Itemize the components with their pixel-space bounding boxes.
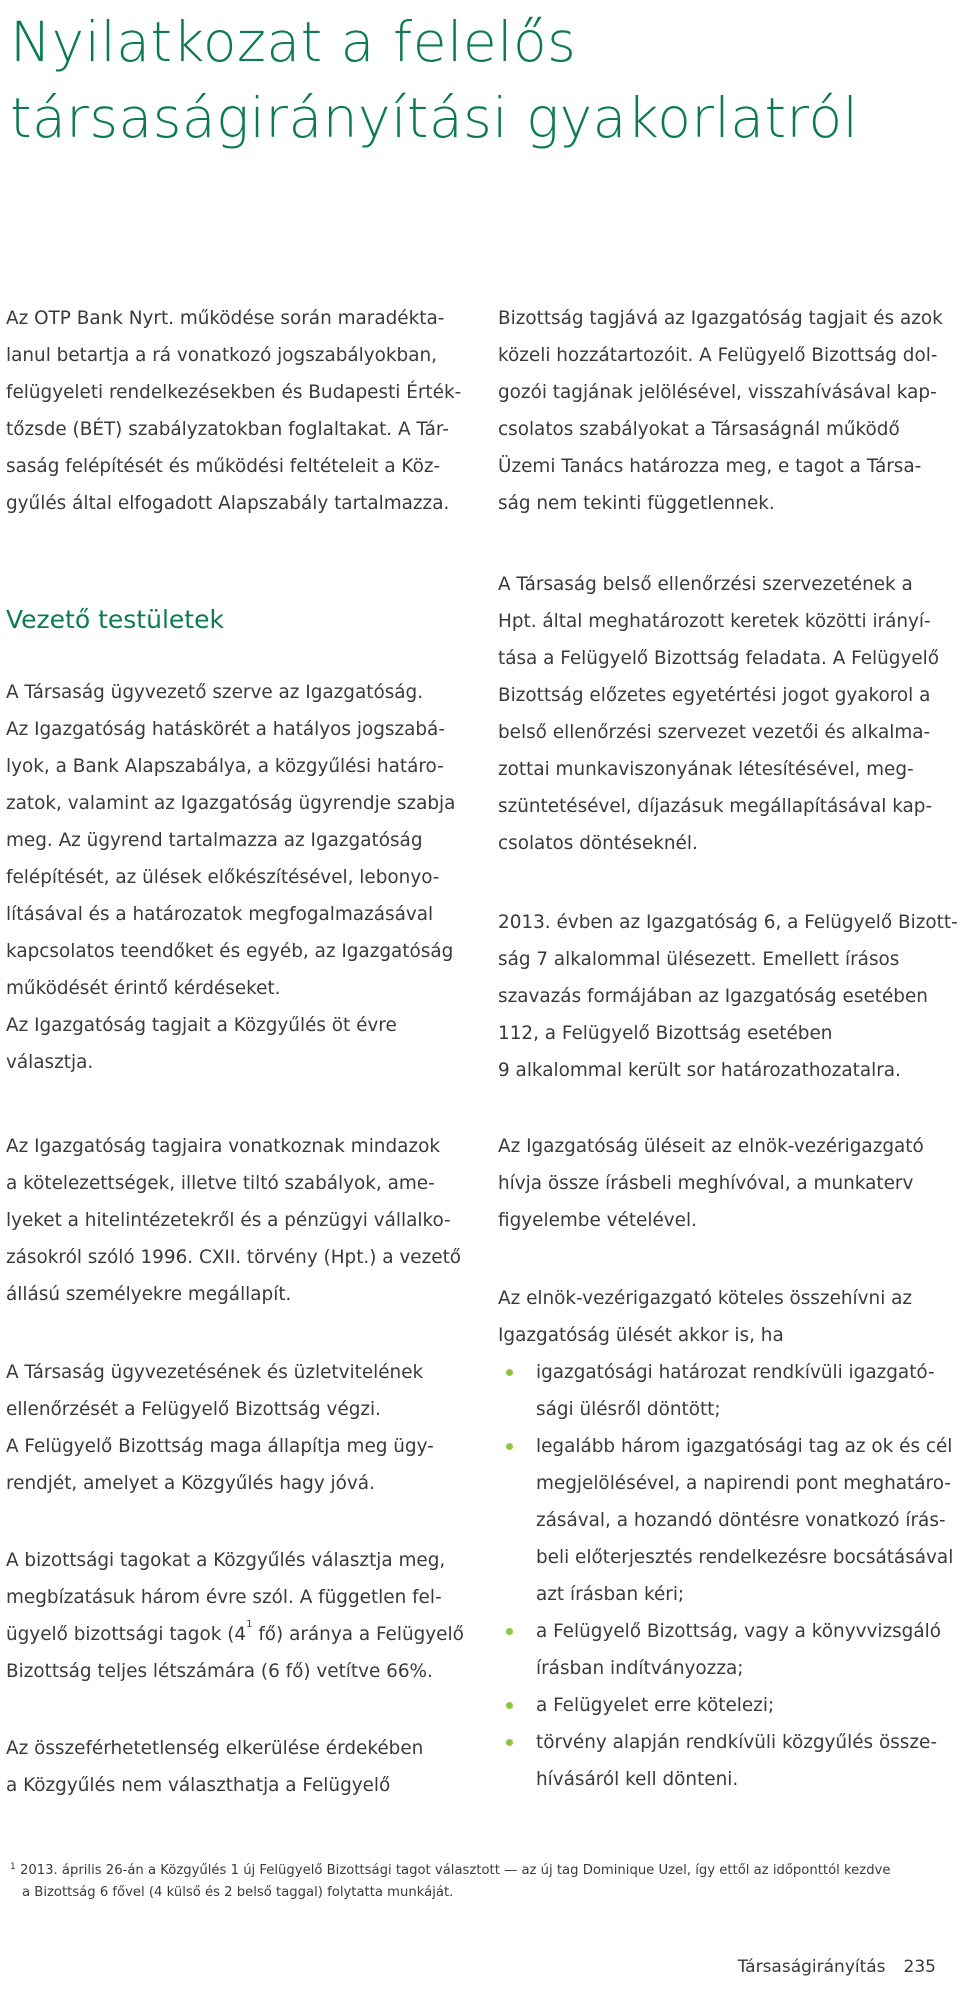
footnote-reference: 1 (246, 1619, 253, 1630)
text-line: 9 alkalommal került sor határozathozatalra. (498, 1060, 901, 1081)
right-block-1 (498, 300, 960, 522)
text-line: lanul betartja a rá vonatkozó jogszabályokban, (6, 345, 437, 366)
left-committee-block (6, 1542, 474, 1690)
page-title-line: Nyilatkozat a felelős (10, 10, 577, 74)
text-line: Az Igazgatóság tagjaira vonatkoznak mindazok (6, 1136, 440, 1157)
text-line: a kötelezettségek, illetve tiltó szabályok, ame- (6, 1173, 435, 1194)
text-line: figyelembe vételével. (498, 1210, 697, 1231)
text-line: Hpt. által meghatározott keretek közötti irányí- (498, 611, 931, 632)
bullet-icon (506, 1628, 513, 1635)
text-line: tőzsde (BÉT) szabályzatokban foglaltakat. A Tár- (6, 419, 449, 440)
text-line: kapcsolatos teendőket és egyéb, az Igazgatóság (6, 941, 454, 962)
text-line: A Társaság ügyvezető szerve az Igazgatóság. (6, 682, 424, 703)
text-line: meg. Az ügyrend tartalmazza az Igazgatóság (6, 830, 423, 851)
internal-audit-paragraph (498, 566, 960, 862)
text-line: működését érintő kérdéseket. (6, 978, 281, 999)
text-line: Az OTP Bank Nyrt. működése során maradékta- (6, 308, 445, 329)
text-line: ság nem tekinti függetlennek. (498, 493, 775, 514)
text-line: azt írásban kéri; (536, 1584, 685, 1605)
text-line: választja. (6, 1052, 94, 1073)
text-line: A Társaság ügyvezetésének és üzletvitelének (6, 1362, 424, 1383)
text-line: Az Igazgatóság hatáskörét a hatályos jogszabá- (6, 719, 445, 740)
text-line: legalább három igazgatósági tag az ok és cél (536, 1436, 953, 1457)
text-line: állású személyekre megállapít. (6, 1284, 292, 1305)
meeting-convening-paragraph (498, 1128, 960, 1239)
committee-paragraph (6, 1542, 474, 1690)
text-line: 2013. évben az Igazgatóság 6, a Felügyelő Bizott- (498, 912, 958, 933)
text-line: ság 7 alkalommal ülésezett. Emellett írásos (498, 949, 900, 970)
left-intro-block (6, 300, 474, 522)
text-line: igazgatósági határozat rendkívüli igazgató- (536, 1362, 935, 1383)
list-item (498, 1613, 960, 1687)
page-title-line: társaságirányítási gyakorlatról (10, 86, 859, 150)
text-line: sági ülésről döntött; (536, 1399, 721, 1420)
text-line: lításával és a határozatok megfogalmazásával (6, 904, 434, 925)
list-item (498, 1687, 960, 1724)
page-title (10, 4, 950, 156)
footnote-marker: 1 (10, 1862, 16, 1872)
text-line: Üzemi Tanács határozza meg, e tagot a Társa- (498, 456, 922, 477)
footer-section-label: Társaságirányítás (737, 1957, 886, 1977)
text-line: zottai munkaviszonyának létesítésével, meg- (498, 759, 914, 780)
footnote-line: a Bizottság 6 fővel (4 külső és 2 belső taggal) folytatta munkáját. (22, 1885, 454, 1900)
text-line: csolatos szabályokat a Társaságnál működő (498, 419, 900, 440)
text-line: zásokról szóló 1996. CXII. törvény (Hpt.) a vezető (6, 1247, 462, 1268)
supervisory-paragraph (6, 1354, 474, 1502)
text-line: A Felügyelő Bizottság maga állapítja meg ügy- (6, 1436, 434, 1457)
text-line: tása a Felügyelő Bizottság feladata. A Felügyelő (498, 648, 940, 669)
text-line: Az Igazgatóság tagjait a Közgyűlés öt évre (6, 1015, 397, 1036)
left-supervisory-block (6, 1354, 474, 1502)
page-footer (738, 1957, 936, 1977)
text-line: gozói tagjának jelölésével, visszahívásával kap- (498, 382, 937, 403)
text-line: gyűlés által elfogadott Alapszabály tartalmazza. (6, 493, 450, 514)
extraordinary-meeting-paragraph (498, 1280, 960, 1354)
text-line: szüntetésével, díjazásuk megállapításával kap- (498, 796, 933, 817)
text-line: Bizottság teljes létszámára (6 fő) vetítve 66%. (6, 1661, 433, 1682)
text-line: Igazgatóság ülését akkor is, ha (498, 1325, 784, 1346)
text-fragment: ügyelő bizottsági tagok (4 (6, 1624, 247, 1645)
text-line: közeli hozzátartozóit. A Felügyelő Bizottság dol- (498, 345, 938, 366)
right-block-5 (498, 1280, 960, 1798)
right-block-3 (498, 904, 960, 1089)
text-line: csolatos döntéseknél. (498, 833, 698, 854)
page-number: 235 (903, 1957, 936, 1977)
text-line: rendjét, amelyet a Közgyűlés hagy jóvá. (6, 1473, 375, 1494)
text-line: Bizottság tagjává az Igazgatóság tagjait és azok (498, 308, 943, 329)
obligations-paragraph (6, 1128, 474, 1313)
footnote-line (10, 1860, 950, 1882)
conditions-list (498, 1354, 960, 1798)
text-line: a Felügyelő Bizottság, vagy a könyvvizsgáló (536, 1621, 941, 1642)
text-line: lyeket a hitelintézetekről és a pénzügyi vállalko- (6, 1210, 451, 1231)
text-line: ellenőrzését a Felügyelő Bizottság végzi. (6, 1399, 381, 1420)
footnote (10, 1860, 950, 1904)
text-line: a Közgyűlés nem választhatja a Felügyelő (6, 1775, 391, 1796)
governing-body-paragraph (6, 674, 474, 1081)
list-item (498, 1724, 960, 1798)
board-membership-paragraph (498, 300, 960, 522)
meetings-paragraph (498, 904, 960, 1089)
left-body-block (6, 674, 474, 1081)
bullet-icon (506, 1702, 513, 1709)
text-line: Az összeférhetetlenség elkerülése érdekében (6, 1738, 424, 1759)
text-line: felépítését, az ülések előkészítésével, lebonyo- (6, 867, 440, 888)
text-line: törvény alapján rendkívüli közgyűlés össze- (536, 1732, 937, 1753)
text-line: Bizottság előzetes egyetértési jogot gyakorol a (498, 685, 931, 706)
conflict-paragraph (6, 1730, 474, 1804)
list-item (498, 1354, 960, 1428)
right-block-4 (498, 1128, 960, 1239)
text-line: A bizottsági tagokat a Közgyűlés választja meg, (6, 1550, 446, 1571)
text-line: szavazás formájában az Igazgatóság esetében (498, 986, 928, 1007)
bullet-icon (506, 1369, 513, 1376)
text-line: írásban indítványozza; (536, 1658, 744, 1679)
text-line: Az elnök-vezérigazgató köteles összehívni az (498, 1288, 913, 1309)
intro-paragraph (6, 300, 474, 522)
text-line: felügyeleti rendelkezésekben és Budapesti Érték- (6, 382, 462, 403)
text-fragment: 2013. április 26-án a Közgyűlés 1 új Felügyelő Bizottsági tagot választott — az új tag Dominique Uzel, így ettől az időponttól kezdve (19, 1863, 891, 1878)
text-line: saság felépítését és működési feltételeit a Köz- (6, 456, 441, 477)
text-line: hívásáról kell dönteni. (536, 1769, 739, 1790)
text-line: a Felügyelet erre kötelezi; (536, 1695, 775, 1716)
text-fragment: fő) aránya a Felügyelő (252, 1624, 464, 1645)
left-conflict-block (6, 1730, 474, 1804)
bullet-icon (506, 1443, 513, 1450)
text-line: megbízatásuk három évre szól. A független fel- (6, 1587, 442, 1608)
list-item (498, 1428, 960, 1613)
text-line: zatok, valamint az Igazgatóság ügyrendje szabja (6, 793, 456, 814)
right-block-2 (498, 566, 960, 862)
text-line: belső ellenőrzési szervezet vezetői és alkalma- (498, 722, 931, 743)
text-line: lyok, a Bank Alapszabálya, a közgyűlési határo- (6, 756, 444, 777)
text-line: A Társaság belső ellenőrzési szervezetének a (498, 574, 913, 595)
text-line (6, 1616, 474, 1653)
left-obligations-block (6, 1128, 474, 1313)
text-line: megjelölésével, a napirendi pont meghatáro- (536, 1473, 951, 1494)
bullet-icon (506, 1739, 513, 1746)
text-line: zásával, a hozandó döntésre vonatkozó írás- (536, 1510, 946, 1531)
text-line: beli előterjesztés rendelkezésre bocsátásával (536, 1547, 954, 1568)
text-line: 112, a Felügyelő Bizottság esetében (498, 1023, 833, 1044)
section-heading: Vezető testületek (6, 605, 224, 634)
text-line: hívja össze írásbeli meghívóval, a munkaterv (498, 1173, 914, 1194)
text-line: Az Igazgatóság üléseit az elnök-vezérigazgató (498, 1136, 924, 1157)
